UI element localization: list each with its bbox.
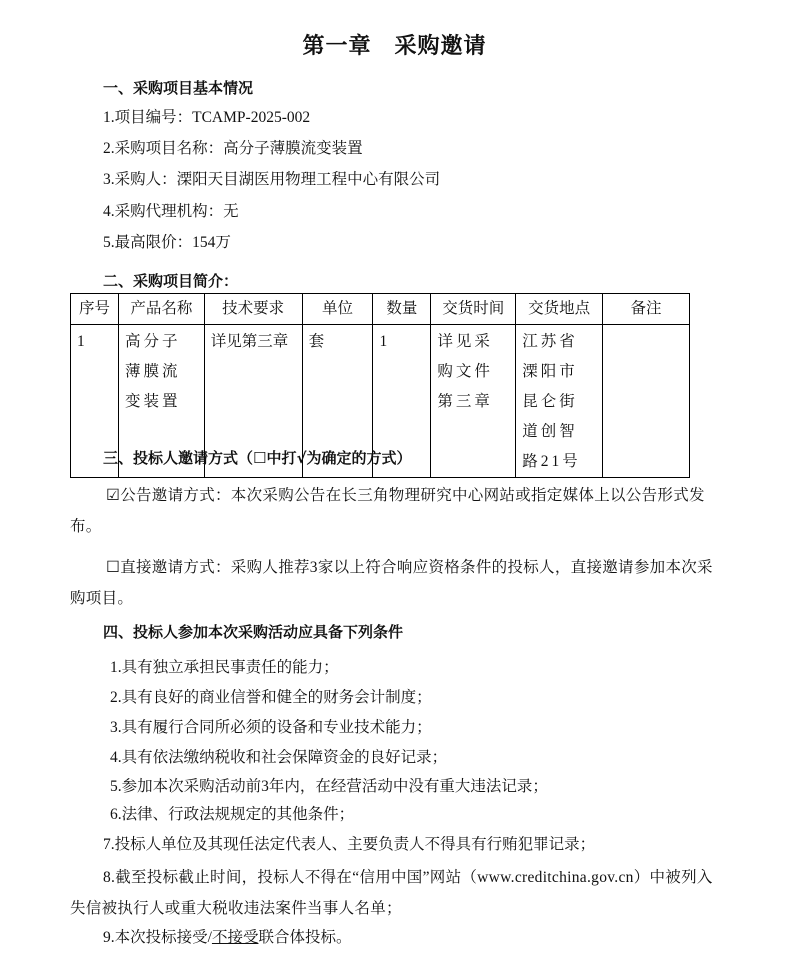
- checkbox-unchecked-icon[interactable]: ☐: [106, 559, 121, 576]
- condition-item: 1.具有独立承担民事责任的能力；: [110, 659, 339, 676]
- section3-heading: 三、投标人邀请方式（☐中打√为确定的方式）: [103, 449, 412, 467]
- table-header: 交货地点: [516, 294, 603, 325]
- page-title: 第一章 采购邀请: [302, 33, 487, 58]
- table-header: 序号: [71, 294, 119, 325]
- table-cell: 江苏省溧阳市昆仑街道创智路21号: [516, 325, 603, 478]
- table-header: 备注: [603, 294, 690, 325]
- condition-item: 5.参加本次采购活动前3年内，在经营活动中没有重大违法记录；: [110, 778, 548, 795]
- agency: 4.采购代理机构：无: [103, 203, 239, 220]
- table-header: 技术要求: [204, 294, 302, 325]
- checkbox-checked-icon[interactable]: ☑: [106, 487, 121, 504]
- item9-suffix: 联合体投标。: [258, 929, 352, 946]
- condition-item: 7.投标人单位及其现任法定代表人、主要负责人不得具有行贿犯罪记录；: [103, 836, 596, 853]
- table-cell: 高分子薄膜流变装置: [118, 325, 204, 478]
- table-header: 产品名称: [118, 294, 204, 325]
- purchaser: 3.采购人：溧阳天目湖医用物理工程中心有限公司: [103, 171, 441, 188]
- section2-heading: 二、采购项目简介：: [103, 272, 239, 290]
- table-cell: 1: [373, 325, 431, 478]
- condition-item: 6.法律、行政法规规定的其他条件；: [110, 806, 355, 823]
- section4-heading: 四、投标人参加本次采购活动应具备下列条件: [103, 623, 404, 641]
- table-header-row: [71, 294, 690, 325]
- condition-item: 2.具有良好的商业信誉和健全的财务会计制度；: [110, 689, 432, 706]
- condition-item-9: [103, 928, 351, 948]
- item9-underlined: 不接受: [211, 929, 259, 946]
- option-direct-invitation: [70, 552, 722, 614]
- table-cell: 详见采购文件第三章: [431, 325, 516, 478]
- section1-heading: 一、采购项目基本情况: [103, 79, 254, 97]
- table-cell: 套: [302, 325, 373, 478]
- table-header: 交货时间: [431, 294, 516, 325]
- project-name: 2.采购项目名称：高分子薄膜流变装置: [103, 140, 363, 157]
- option-public-announcement: [70, 480, 722, 542]
- table-cell: 1: [71, 325, 119, 478]
- condition-item-8: 8.截至投标截止时间，投标人不得在“信用中国”网站（www.creditchina.gov.cn）中被列入失信被执行人或重大税收违法案件当事人名单；: [70, 869, 713, 917]
- table-header: 单位: [302, 294, 373, 325]
- max-price: 5.最高限价：154万: [103, 234, 231, 251]
- table-cell: [603, 325, 690, 478]
- table-cell: 详见第三章: [204, 325, 302, 478]
- condition-item: 3.具有履行合同所必须的设备和专业技术能力；: [110, 719, 432, 736]
- item9-prefix: 9.本次投标接受/: [103, 929, 212, 946]
- condition-item: 4.具有依法缴纳税收和社会保障资金的良好记录；: [110, 749, 448, 766]
- option2-text: 直接邀请方式：采购人推荐3家以上符合响应资格条件的投标人，直接邀请参加本次采购项目。: [70, 559, 713, 607]
- table-header: 数量: [373, 294, 431, 325]
- project-number: 1.项目编号：TCAMP-2025-002: [103, 109, 311, 126]
- option1-text: 公告邀请方式：本次采购公告在长三角物理研究中心网站或指定媒体上以公告形式发布。: [70, 487, 705, 535]
